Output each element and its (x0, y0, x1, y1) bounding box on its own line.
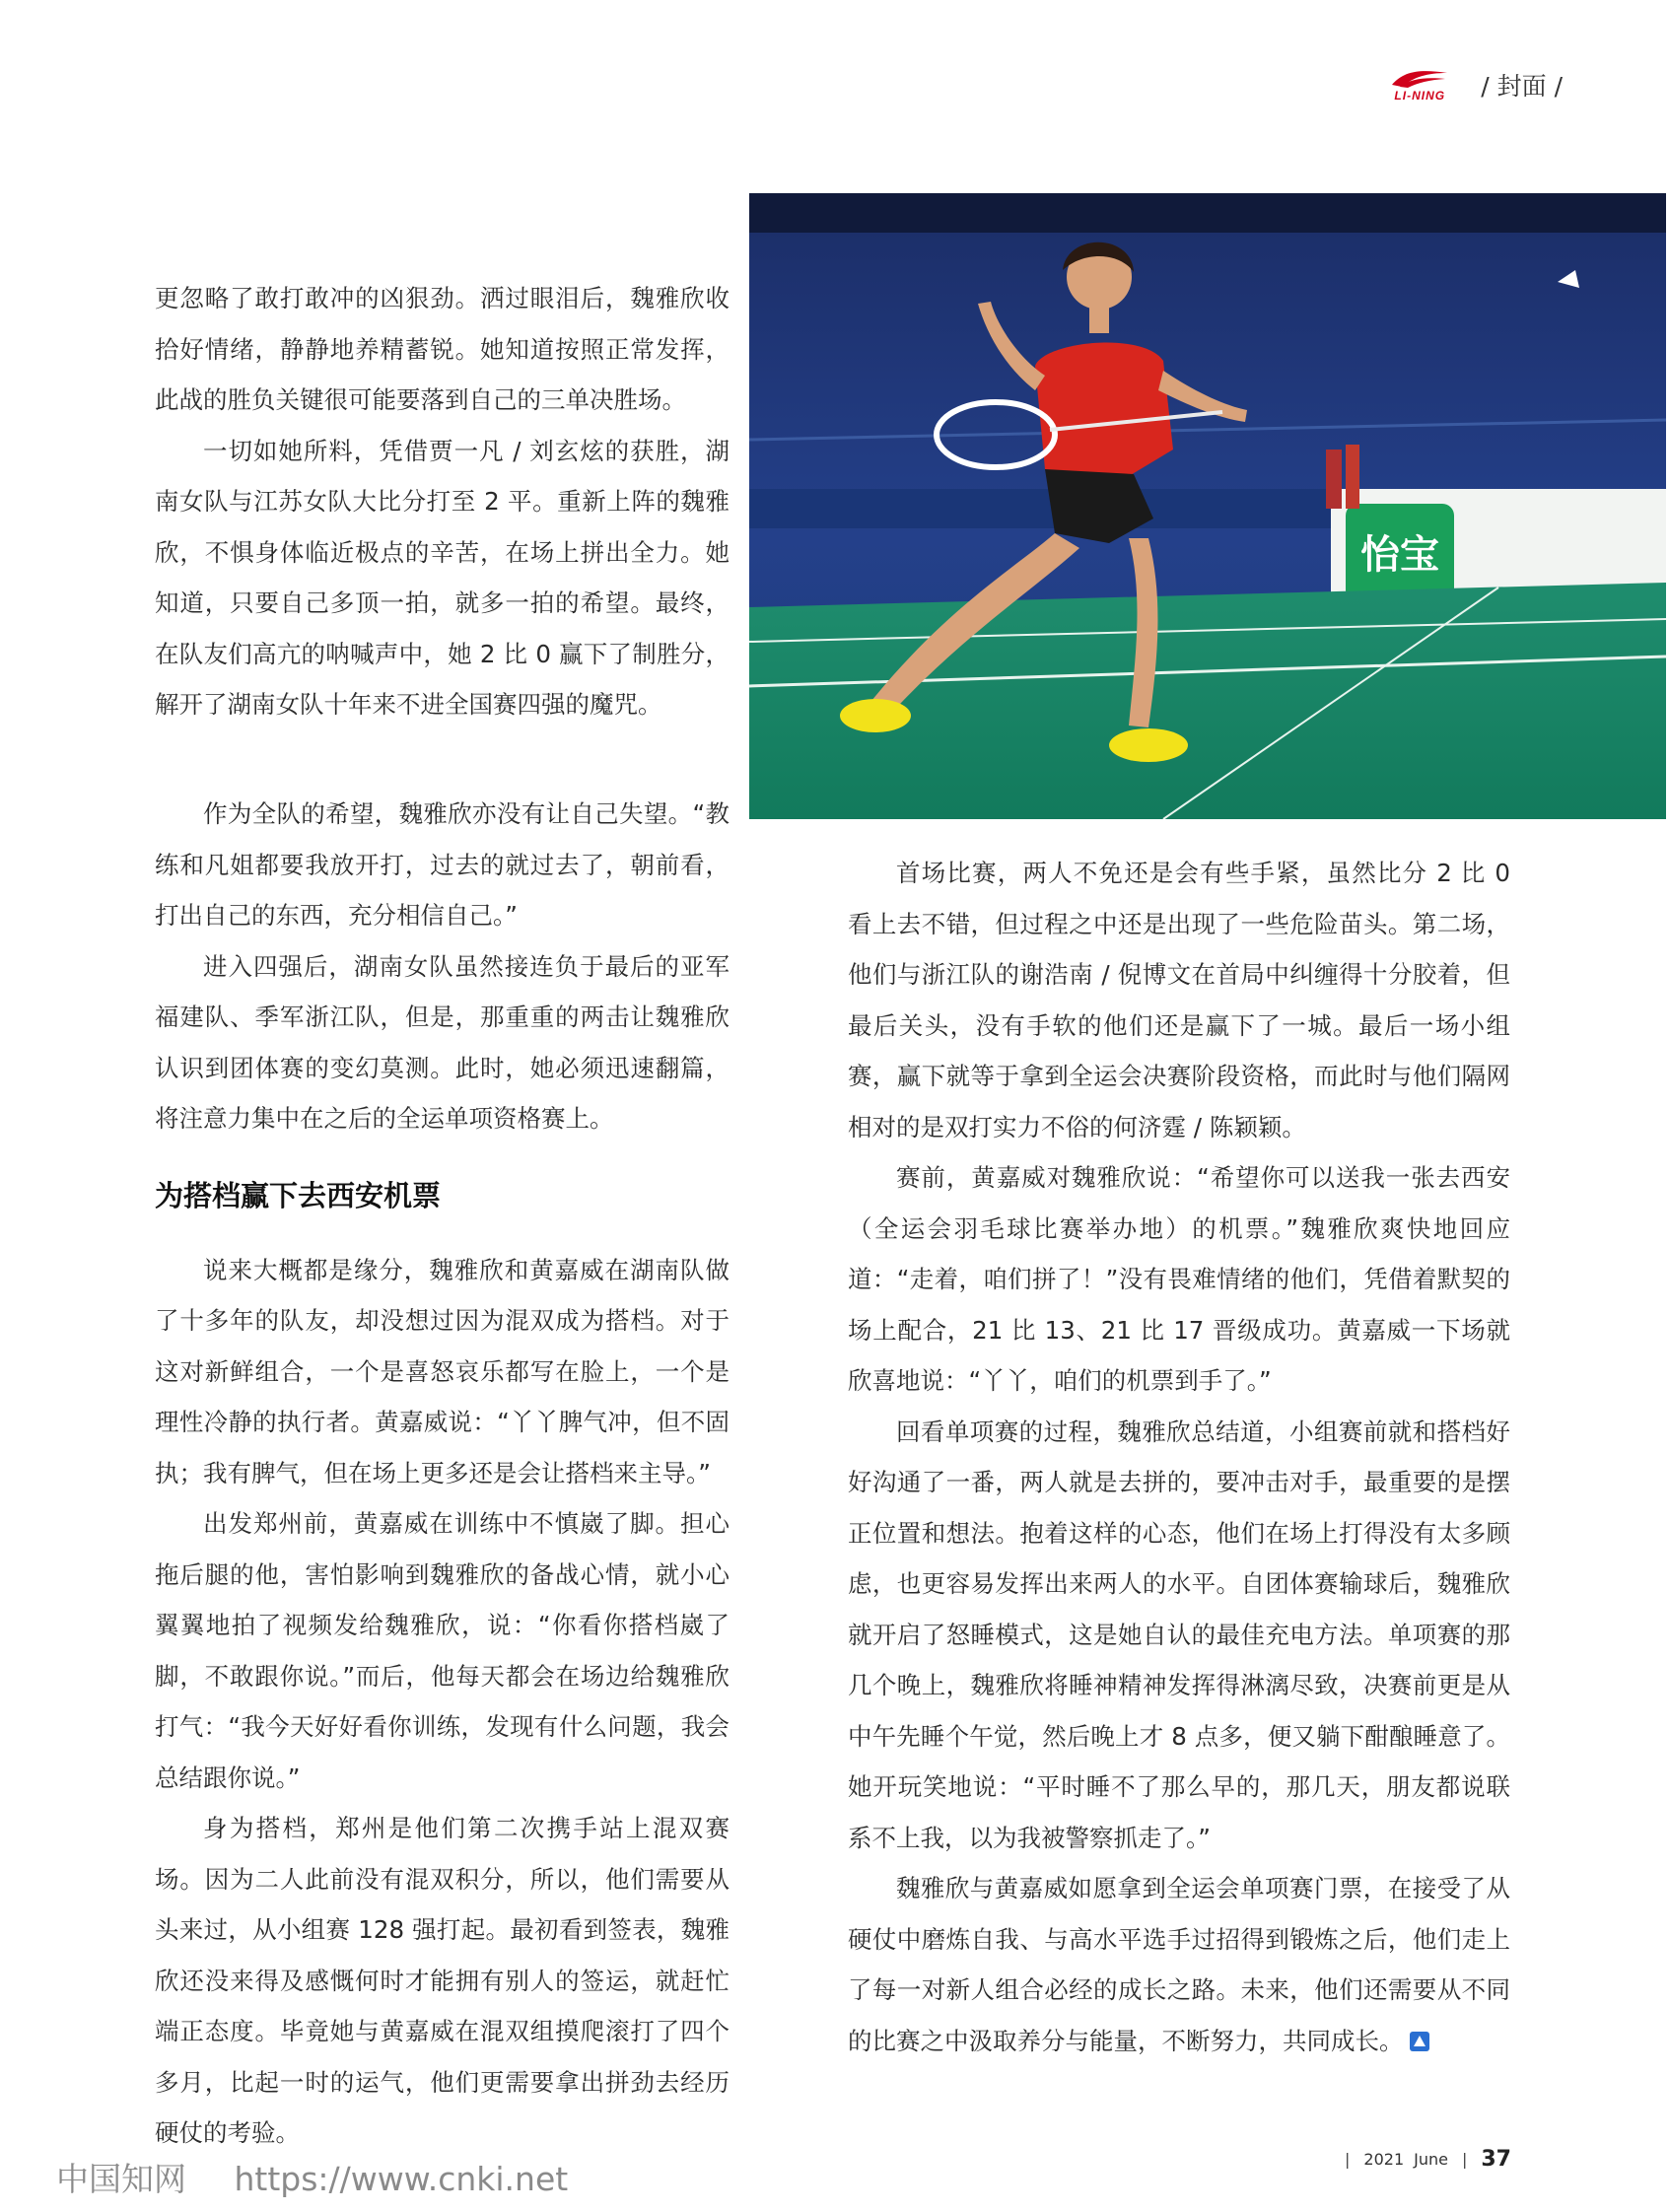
end-mark-icon (1410, 2032, 1429, 2051)
watermark-url: https://www.cnki.net (234, 2160, 569, 2198)
page-footer: | 2021 June | 37 (1345, 2147, 1511, 2172)
column-1-bottom (155, 789, 730, 2159)
paragraph: 进入四强后，湖南女队虽然接连负于最后的亚军福建队、季军浙江队，但是，那重重的两击让魏雅欣认识到团体赛的变幻莫测。此时，她必须迅速翻篇，将注意力集中在之后的全运单项资格赛上。 (155, 951, 730, 1133)
paragraph-text: 魏雅欣与黄嘉威如愿拿到全运会单项赛门票，在接受了从硬仗中磨炼自我、与高水平选手过招得到锻炼之后，他们走上了每一对新人组合必经的成长之路。未来，他们还需要从不同的比赛之中汲取养分与能量，不断努力，共同成长。 (848, 1874, 1510, 2055)
section-label: / 封面 / (1481, 72, 1563, 101)
paragraph-last (848, 1863, 1510, 2066)
paragraph: 出发郑州前，黄嘉威在训练中不慎崴了脚。担心拖后腿的他，害怕影响到魏雅欣的备战心情，就小心翼翼地拍了视频发给魏雅欣，说：“你看你搭档崴了脚，不敢跟你说。”而后，他每天都会在场边给魏雅欣打气：“我今天好好看你训练，发现有什么问题，我会总结跟你说。” (155, 1509, 730, 1792)
paragraph: 回看单项赛的过程，魏雅欣总结道，小组赛前就和搭档好好沟通了一番，两人就是去拼的，要冲击对手，最重要的是摆正位置和想法。抱着这样的心态，他们在场上打得没有太多顾虑，也更容易发挥出来两人的水平。自团体赛输球后，魏雅欣就开启了怒睡模式，这是她自认的最佳充电方法。单项赛的那几个晚上，魏雅欣将睡神精神发挥得淋漓尽致，决赛前更是从中午先睡个午觉，然后晚上才 8 点多，便又躺下酣酿睡意了。她开玩笑地说：“平时睡不了那么早的，那几天，朋友都说联系不上我，以为我被警察抓走了。” (848, 1417, 1510, 1852)
watermark-name: 中国知网 (56, 2160, 186, 2198)
issue-year: 2021 (1363, 2150, 1405, 2169)
paragraph: 更忽略了敢打敢冲的凶狠劲。洒过眼泪后，魏雅欣收拾好情绪，静静地养精蓄锐。她知道按照正常发挥，此战的胜负关键很可能要落到自己的三单决胜场。 (155, 284, 730, 414)
page-number: 37 (1481, 2147, 1511, 2172)
paragraph: 首场比赛，两人不免还是会有些手紧，虽然比分 2 比 0 看上去不错，但过程之中还是出现了一些危险苗头。第二场，他们与浙江队的谢浩南 / 倪博文在首局中纠缠得十分胶着，但最后关头，没有手软的他们还是赢下了一城。最后一场小组赛，赢下就等于拿到全运会决赛阶段资格，而此时与他们隔网相对的是双打实力不俗的何济霆 / 陈颖颖。 (848, 859, 1510, 1141)
paragraph: 一切如她所料，凭借贾一凡 / 刘玄炫的获胜，湖南女队与江苏女队大比分打至 2 平。重新上阵的魏雅欣，不惧身体临近极点的辛苦，在场上拼出全力。她知道，只要自己多顶一拍，就多一拍的希望。最终，在队友们高亢的呐喊声中，她 2 比 0 赢下了制胜分，解开了湖南女队十年来不进全国赛四强的魔咒。 (155, 436, 730, 719)
paragraph: 身为搭档，郑州是他们第二次携手站上混双赛场。因为二人此前没有混双积分，所以，他们需要从头来过，从小组赛 128 强打起。最初看到签表，魏雅欣还没来得及感慨何时才能拥有别人的签运，就赶忙端正态度。毕竟她与黄嘉威在混双组摸爬滚打了四个多月，比起一时的运气，他们更需要拿出拼劲去经历硬仗的考验。 (155, 1814, 730, 2147)
page-header (1372, 65, 1563, 104)
issue-month: June (1414, 2150, 1448, 2169)
section-heading: 为搭档赢下去西安机票 (155, 1178, 442, 1212)
watermark (56, 2154, 605, 2200)
column-1-top (155, 273, 730, 730)
li-ning-swoosh-icon (1390, 67, 1449, 89)
paragraph: 赛前，黄嘉威对魏雅欣说：“希望你可以送我一张去西安（全运会羽毛球比赛举办地）的机票。”魏雅欣爽快地回应道：“走着，咱们拼了！”没有畏难情绪的他们，凭借着默契的场上配合，21 比 13、21 比 17 晋级成功。黄嘉威一下场就欣喜地说：“丫丫，咱们的机票到手了。” (848, 1163, 1510, 1395)
badminton-photo (749, 193, 1666, 819)
column-2 (848, 848, 1510, 2066)
li-ning-logo (1372, 67, 1467, 103)
logo-text: LI-NING (1394, 89, 1446, 103)
paragraph: 说来大概都是缘分，魏雅欣和黄嘉威在湖南队做了十多年的队友，却没想过因为混双成为搭档。对于这对新鲜组合，一个是喜怒哀乐都写在脸上，一个是理性冷静的执行者。黄嘉威说：“丫丫脾气冲，但不固执；我有脾气，但在场上更多还是会让搭档来主导。” (155, 1255, 730, 1487)
paragraph: 作为全队的希望，魏雅欣亦没有让自己失望。“教练和凡姐都要我放开打，过去的就过去了，朝前看，打出自己的东西，充分相信自己。” (155, 799, 730, 930)
ad-board-text: 怡宝 (1360, 532, 1439, 578)
